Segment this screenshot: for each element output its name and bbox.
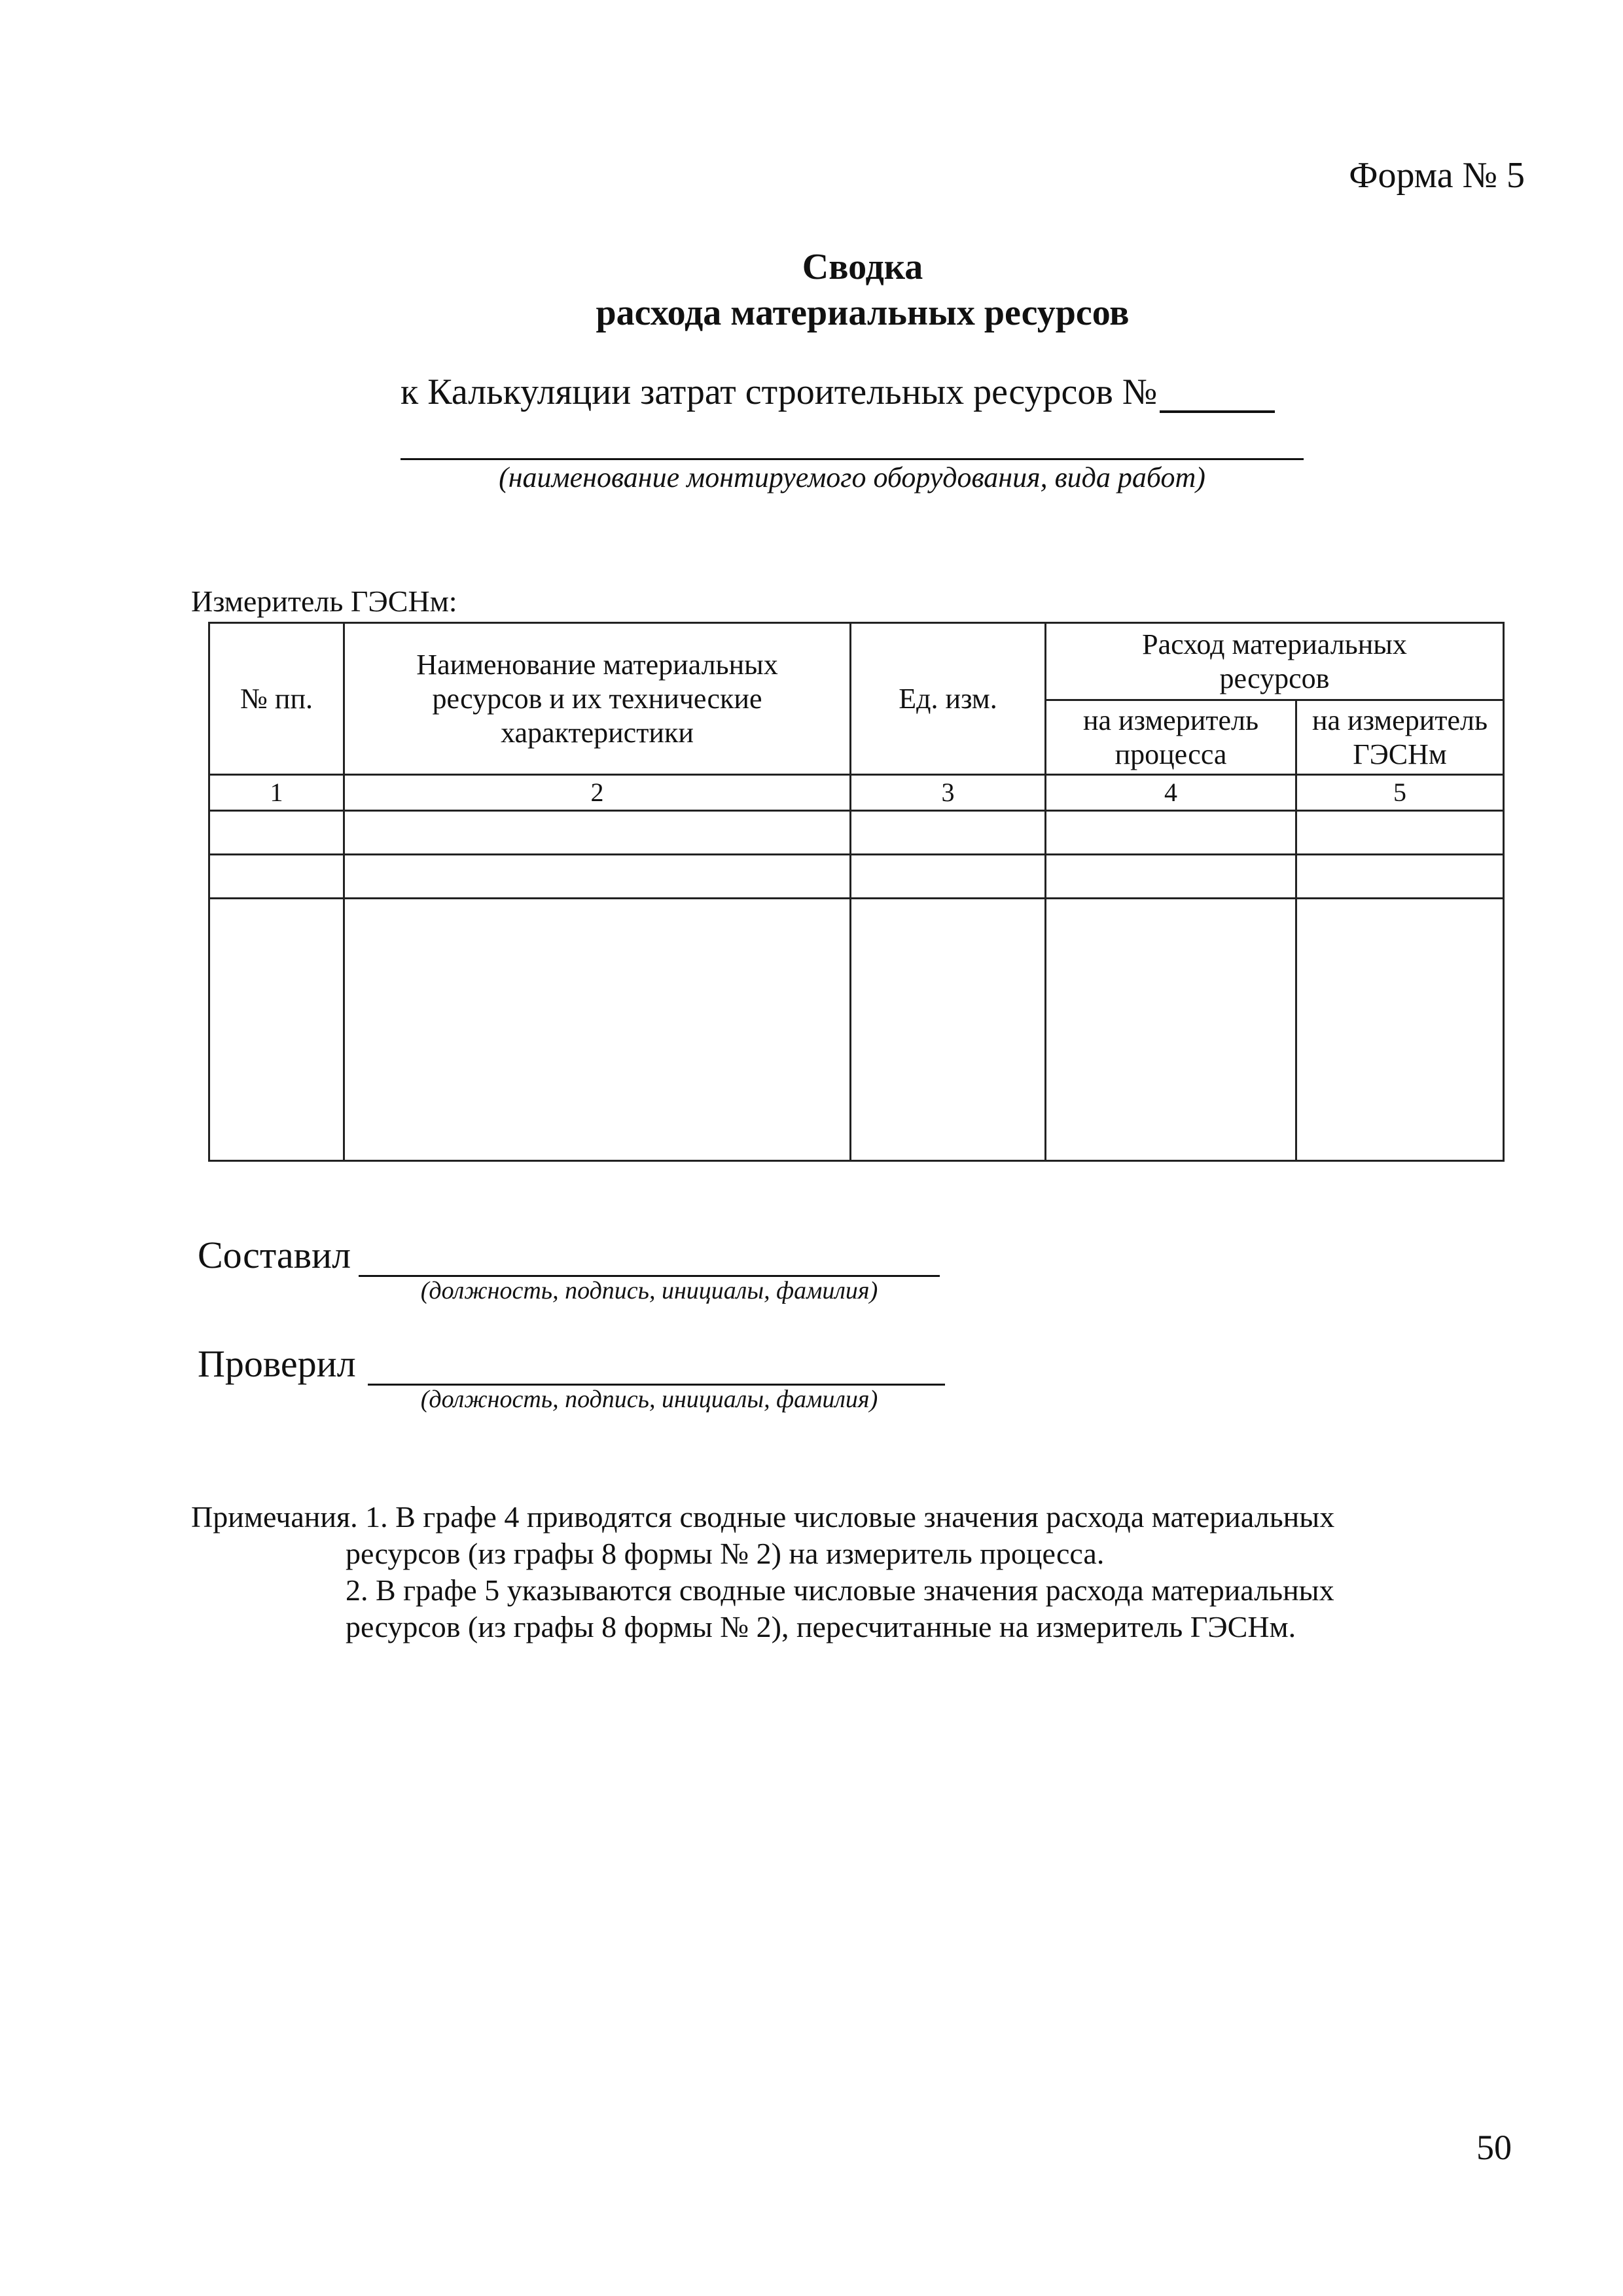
table-cell — [209, 811, 344, 855]
table-cell — [1046, 811, 1296, 855]
table-cell — [851, 899, 1046, 1161]
document-subtitle: расхода материальных ресурсов — [596, 293, 1130, 333]
table-row — [209, 899, 1504, 1161]
calculation-reference — [401, 371, 1275, 413]
page-number: 50 — [1476, 2128, 1512, 2167]
table-cell — [209, 855, 344, 899]
column-number: 4 — [1046, 775, 1296, 811]
table-cell — [209, 899, 344, 1161]
header-consumption: Расход материальных ресурсов — [1046, 623, 1504, 700]
header-unit: Ед. изм. — [851, 623, 1046, 775]
resources-table — [208, 622, 1505, 1162]
table-cell — [344, 855, 851, 899]
document-title: Сводка — [802, 247, 923, 287]
note-1: Примечания. 1. В графе 4 приводятся сводные числовые значения расхода материальных — [191, 1500, 1335, 1534]
column-number: 1 — [209, 775, 344, 811]
compiled-by-label: Составил — [198, 1234, 351, 1276]
compiled-by-caption: (должность, подпись, инициалы, фамилия) — [420, 1277, 878, 1304]
form-number: Форма № 5 — [1349, 155, 1525, 196]
meter-label: Измеритель ГЭСНм: — [191, 584, 457, 618]
table-cell — [344, 811, 851, 855]
header-per-process: на измеритель процесса — [1046, 700, 1296, 775]
calculation-number-blank — [1160, 371, 1275, 413]
table-cell — [1296, 855, 1504, 899]
header-per-gesnm: на измеритель ГЭСНм — [1296, 700, 1504, 775]
table-row — [209, 811, 1504, 855]
table-cell — [1296, 899, 1504, 1161]
notes — [191, 1499, 1513, 1645]
column-number: 3 — [851, 775, 1046, 811]
table-cell — [1046, 899, 1296, 1161]
equipment-name-line — [401, 458, 1304, 460]
checked-by-caption: (должность, подпись, инициалы, фамилия) — [420, 1386, 878, 1413]
header-number: № пп. — [209, 623, 344, 775]
table-cell — [851, 811, 1046, 855]
column-numbers-row — [209, 775, 1504, 811]
note-2-continuation: ресурсов (из графы 8 формы № 2), пересчитанные на измеритель ГЭСНм. — [346, 1610, 1296, 1643]
table-cell — [1296, 811, 1504, 855]
note-1-continuation: ресурсов (из графы 8 формы № 2) на измеритель процесса. — [346, 1537, 1105, 1570]
checked-by-line — [368, 1343, 945, 1386]
table-cell — [1046, 855, 1296, 899]
equipment-name-caption: (наименование монтируемого оборудования, вида работ) — [499, 461, 1205, 493]
table-cell — [344, 899, 851, 1161]
column-number: 5 — [1296, 775, 1504, 811]
note-2: 2. В графе 5 указываются сводные числовые значения расхода материальных — [346, 1573, 1334, 1607]
checked-by-label: Проверил — [198, 1342, 356, 1385]
header-name: Наименование материальных ресурсов и их технические характеристики — [344, 623, 851, 775]
table-row — [209, 855, 1504, 899]
calculation-reference-text: к Калькуляции затрат строительных ресурсов № — [401, 372, 1158, 412]
compiled-by-line — [359, 1234, 940, 1277]
table-cell — [851, 855, 1046, 899]
column-number: 2 — [344, 775, 851, 811]
